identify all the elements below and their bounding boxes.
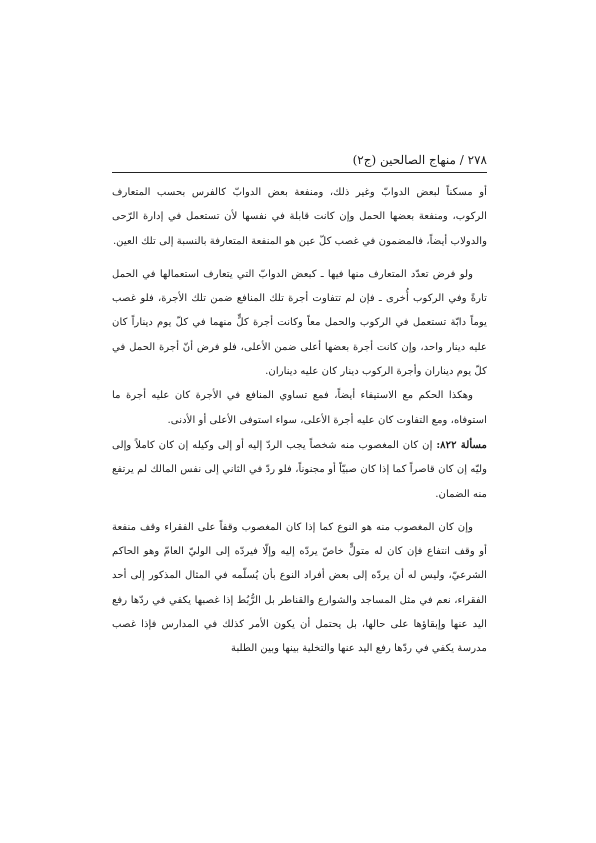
paragraph-2-text: ولو فرض تعدّد المتعارف منها فيها ـ كبعض الدوابّ التي يتعارف استعمالها في الحمل تارةً وفي الركوب أُخرى ـ فإن لم تتفاوت أجرة تلك المنافع ضمن تلك الأجرة، فلو غصب يوماً دابّة تستعمل في الركوب والحمل معاً وكانت أجرة كلٍّ منهما في كلّ يوم ديناراً كان عليه دينار واحد، وإن كانت أجرة بعضها أعلى ضمن الأعلى، فلو فرض أنّ أجرة الحمل في كلّ يوم ديناران وأجرة الركوب دينار كان عليه ديناران. xyxy=(112,268,487,378)
issue-822-text: إن كان المغصوب منه شخصاً يجب الردّ إليه أو إلى وكيله إن كان كاملاً وإلى وليّه إن كان قاصراً كما إذا كان صبيّاً أو مجنوناً، فلو ردّ في الثاني إلى نفس المالك لم يرتفع منه الضمان. xyxy=(112,439,487,500)
body-text xyxy=(112,181,487,662)
paragraph-2 xyxy=(112,263,487,384)
paragraph-5-text: وإن كان المغصوب منه هو النوع كما إذا كان المغصوب وقفاً على الفقراء وقف منفعة أو وقف انتفاع فإن كان له متولٍّ خاصّ يردّه إليه وإلّا فيردّه إلى الوليّ العامّ وهو الحاكم الشرعيّ، وليس له أن يردّه إلى بعض أفراد النوع بأن يُسلّمه في المثال المذكور إلى أحد الفقراء، نعم في مثل المساجد والشوارع والقناطر بل الرُّبُط إذا غصبها يكفي في ردّها رفع اليد عنها وإبقاؤها على حالها، بل يحتمل أن يكون الأمر كذلك في المدارس فإذا غصب مدرسة يكفي في ردّها رفع اليد عنها والتخلية بينها وبين الطلبة xyxy=(112,521,487,655)
paragraph-3 xyxy=(112,384,487,433)
paragraph-3-text: وهكذا الحكم مع الاستيفاء أيضاً، فمع تساوي المنافع في الأجرة كان عليه أجرة ما استوفاه، ومع التفاوت كان عليه أجرة الأعلى، سواء استوفى الأعلى أو الأدنى. xyxy=(112,390,487,426)
page-header xyxy=(112,150,487,173)
issue-822-title: مسألة ٨٢٢: xyxy=(436,438,487,451)
paragraph-5 xyxy=(112,516,487,662)
paragraph-1 xyxy=(112,181,487,254)
running-head: ٢٧٨ / منهاج الصالحين (ج٢) xyxy=(352,153,487,167)
issue-822 xyxy=(112,433,487,507)
paragraph-1-text: أو مسكناً لبعض الدوابّ وغير ذلك، ومنفعة بعض الدوابّ كالفرس بحسب المتعارف الركوب، ومنفعة بعضها الحمل وإن كانت قابلة في نفسها لأن تستعمل في إدارة الرّحى والدولاب أيضاً، فالمضمون في غصب كلّ عين هو المنفعة المتعارفة بالنسبة إلى تلك العين. xyxy=(112,187,487,247)
